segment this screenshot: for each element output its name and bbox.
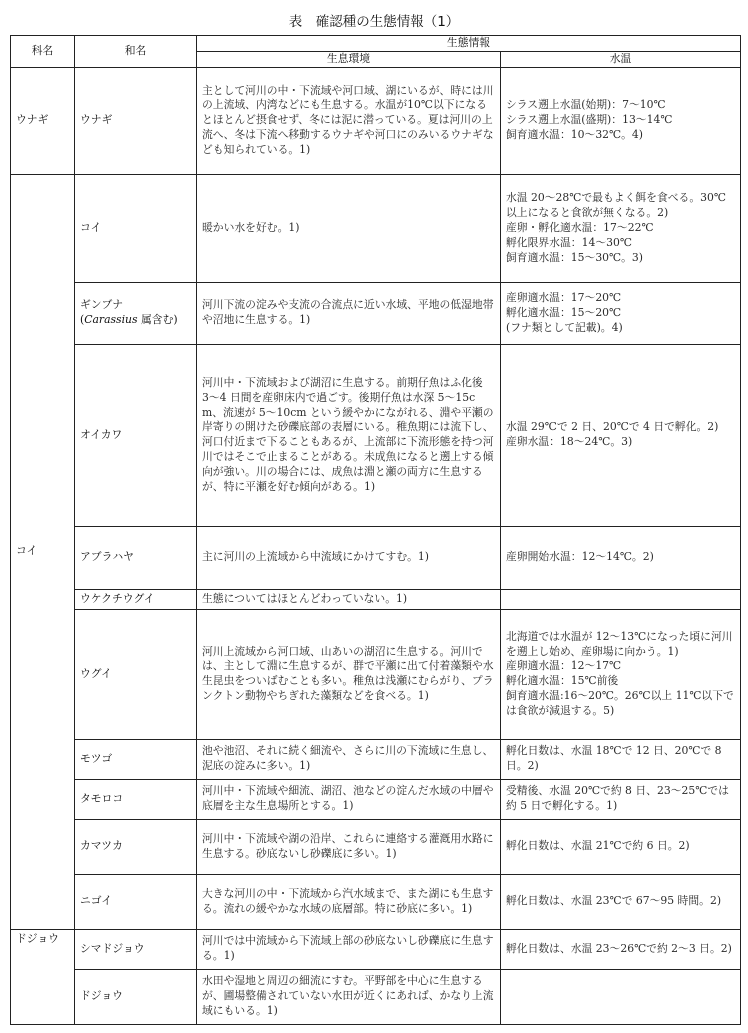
table-row [11,929,741,969]
ecology-table [10,35,741,1025]
habitat-cell: 河川中・下流域および湖沼に生息する。前期仔魚はふ化後 3〜4 日間を産卵床内で過ごす。後期仔魚は水深 5〜15cm、流速が 5〜10cm という緩やかにながれる、淵や平瀬の岸寄りの開けた砂礫底部の表層にいる。稚魚期には流下し、河口付近まで下ることもあるが、上流部に下流形態を持つ河川ではそこで止まることがある。未成魚になると遡上する傾向が強い。川の場合には、成魚は淵と瀬の両方に生息するが、特に平瀬を好む傾向がある。1) [197,344,501,526]
temperature-line: 水温 20〜28℃で最もよく餌を食べる。30℃以上になると食欲が無くなる。2) [506,191,726,219]
species-cell: ウケクチウグイ [75,589,197,609]
habitat-cell: 河川では中流域から下流域上部の砂底ないし砂礫底に生息する。1) [197,929,501,969]
temperature-line: 孵化適水温：15〜20℃ [506,305,622,319]
temperature-line: 産卵適水温：17〜20℃ [506,290,622,304]
table-row [11,874,741,929]
species-cell: ドジョウ [75,969,197,1024]
table-title: 表 確認種の生態情報（1） [288,14,460,30]
temperature-line: 飼育適水温:16〜20℃。26℃以上 11℃以下では食欲が減退する。5) [506,689,734,718]
family-cell: コイ [11,174,75,929]
species-cell: ニゴイ [75,874,197,929]
header-family: 科名 [11,36,75,68]
species-latin: Carassius [84,313,138,327]
species-cell: ウグイ [75,609,197,739]
temperature-cell [501,344,741,526]
habitat-cell: 河川中・下流域や細流、湖沼、池などの淀んだ水域の中層や底層を主な生息場所とする。1) [197,779,501,819]
temperature-cell [501,819,741,874]
species-cell: モツゴ [75,739,197,779]
table-row [11,739,741,779]
habitat-cell: 生態についてはほとんどわっていない。1) [197,589,501,609]
species-cell: オイカワ [75,344,197,526]
temperature-cell [501,67,741,174]
temperature-line: 孵化日数は、水温 18℃で 12 日、20℃で 8 日。2) [506,744,722,773]
temperature-line: 孵化日数は、水温 23℃で 67〜95 時間。2) [506,894,722,908]
temperature-cell [501,174,741,282]
header-temperature: 水温 [501,51,741,67]
family-cell: ウナギ [11,67,75,174]
table-row [11,344,741,526]
habitat-cell: 水田や湿地と周辺の細流にすむ。平野部を中心に生息するが、圃場整備されていない水田が近くにあれば、かなり上流域にもいる。1) [197,969,501,1024]
temperature-cell [501,779,741,819]
table-row [11,67,741,174]
header-row-1 [11,36,741,52]
habitat-cell: 河川中・下流域や湖の沿岸、これらに連絡する灌漑用水路に生息する。砂底ないし砂礫底に多い。1) [197,819,501,874]
temperature-line: 孵化日数は、水温 21℃で約 6 日。2) [506,839,690,853]
species-cell: カマツカ [75,819,197,874]
species-cell: ギンブナ (Carassius 属含む) [75,282,197,344]
species-suffix: 属含む) [140,313,178,327]
family-cell: ドジョウ [11,929,75,1024]
temperature-line: 孵化適水温：15℃前後 [506,674,619,688]
temperature-line: シラス遡上水温(始期)：7〜10℃ [506,98,666,112]
table-row [11,819,741,874]
temperature-line: 産卵水温：18〜24℃。3) [506,435,633,449]
temperature-cell [501,929,741,969]
header-habitat: 生息環境 [197,51,501,67]
table-row [11,282,741,344]
habitat-cell: 暖かい水を好む。1) [197,174,501,282]
habitat-cell: 大きな河川の中・下流域から汽水域まで、また湖にも生息する。流れの緩やかな水域の底層部。特に砂底に多い。1) [197,874,501,929]
temperature-line: 飼育適水温：10〜32℃。4) [506,128,644,142]
table-row [11,589,741,609]
temperature-line: 産卵・孵化適水温：17〜22℃ [506,220,654,234]
temperature-line: 産卵開始水温：12〜14℃。2) [506,550,654,564]
table-row [11,779,741,819]
header-species: 和名 [75,36,197,68]
species-cell: アブラハヤ [75,526,197,589]
temperature-line: 受精後、水温 20℃で約 8 日、23〜25℃では約 5 日で孵化する。1) [506,784,729,813]
species-cell: タモロコ [75,779,197,819]
table-row [11,609,741,739]
habitat-cell: 河川上流域から河口域、山あいの湖沼に生息する。河川では、主として淵に生息するが、群で平瀬に出て付着藻類や水生昆虫をついばむことも多い。稚魚は浅瀬にむらがり、プランクトン動物やちぎれた藻類などを食べる。1) [197,609,501,739]
table-row [11,526,741,589]
temperature-line: (フナ類として記載)。4) [506,320,623,334]
temperature-cell [501,874,741,929]
temperature-line: 孵化日数は、水温 23〜26℃で約 2〜3 日。2) [506,941,732,955]
temperature-line: シラス遡上水温(盛期)：13〜14℃ [506,113,673,127]
temperature-cell [501,282,741,344]
species-cell: コイ [75,174,197,282]
species-cell: ウナギ [75,67,197,174]
temperature-line: 北海道では水温が 12〜13℃になった頃に河川を遡上し始め、産卵場に向かう。1) [506,629,733,658]
table-row [11,969,741,1024]
temperature-cell [501,969,741,1024]
temperature-cell [501,739,741,779]
species-name: ギンブナ [80,298,124,312]
temperature-line: 産卵適水温：12〜17℃ [506,659,622,673]
header-ecology: 生態情報 [197,36,741,52]
temperature-line: 飼育適水温：15〜30℃。3) [506,250,644,264]
temperature-line: 水温 29℃で 2 日、20℃で 4 日で孵化。2) [506,420,719,434]
species-cell: シマドジョウ [75,929,197,969]
habitat-cell: 河川下流の淀みや支流の合流点に近い水域、平地の低湿地帯や沼地に生息する。1) [197,282,501,344]
habitat-cell: 主に河川の上流域から中流域にかけてすむ。1) [197,526,501,589]
temperature-line: 孵化限界水温：14〜30℃ [506,235,632,249]
temperature-cell [501,609,741,739]
table-row [11,174,741,282]
temperature-cell [501,526,741,589]
temperature-cell [501,589,741,609]
habitat-cell: 池や池沼、それに続く細流や、さらに川の下流域に生息し、泥底の淀みに多い。1) [197,739,501,779]
habitat-cell: 主として河川の中・下流域や河口域、湖にいるが、時には川の上流域、内湾などにも生息する。水温が10℃以下になるとほとんど摂食せず、冬には泥に潜っている。夏は河川の上流へ、冬は下流へ移動するウナギや河口にのみいるウナギなども知られている。1) [197,67,501,174]
